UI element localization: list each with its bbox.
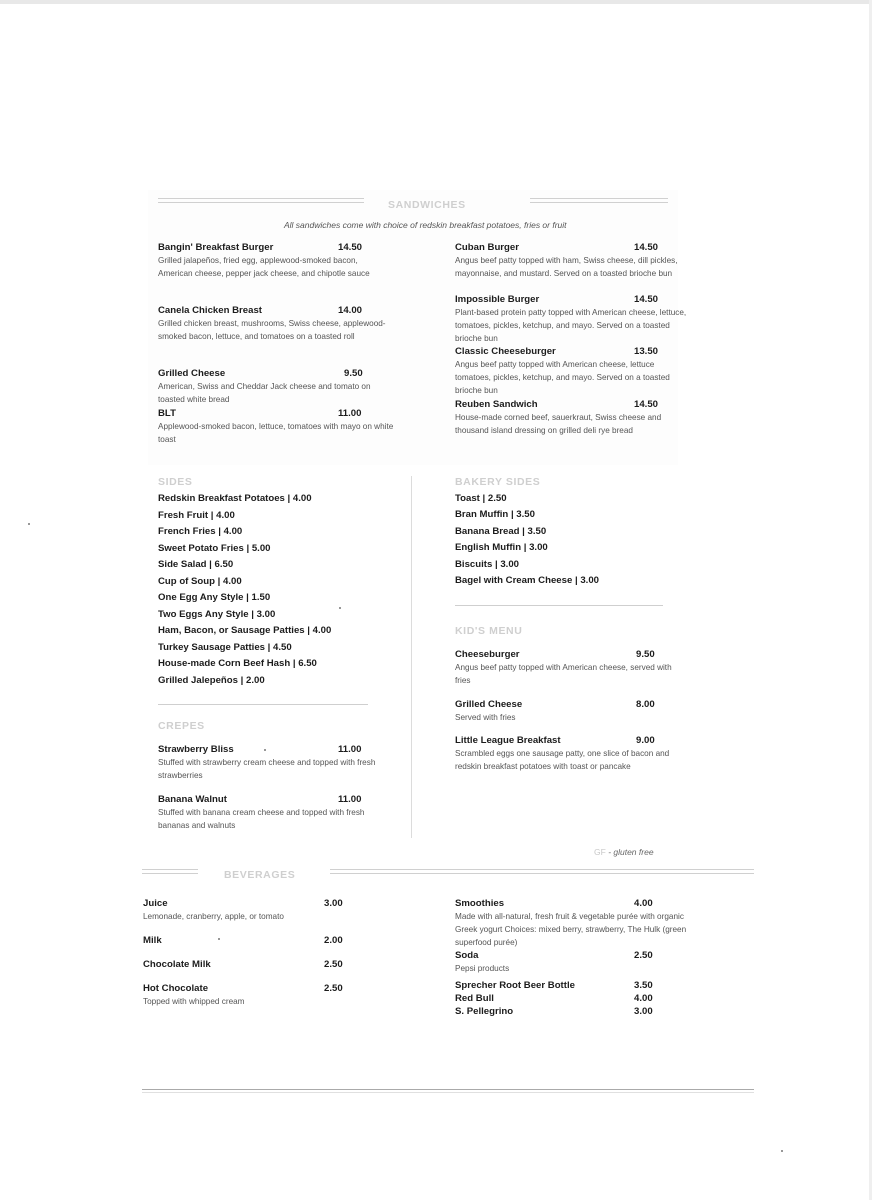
sides-item: Grilled Jalepeños | 2.00	[158, 675, 265, 686]
column-divider	[411, 476, 412, 838]
item-price: 11.00	[338, 794, 362, 805]
item-price: 2.50	[324, 983, 343, 994]
bakery-item: Banana Bread | 3.50	[455, 526, 547, 537]
scan-speck	[264, 749, 266, 751]
item-description: Applewood-smoked bacon, lettuce, tomatoes with mayo on white toast	[158, 422, 394, 444]
scan-edge-top	[0, 0, 872, 4]
beverages-rule-left	[142, 869, 198, 874]
bottom-rule	[142, 1089, 754, 1090]
bakery-item: Bagel with Cream Cheese | 3.00	[455, 575, 599, 586]
item-name: Hot Chocolate	[143, 983, 209, 994]
sides-item: Fresh Fruit | 4.00	[158, 510, 235, 521]
bakery-item: English Muffin | 3.00	[455, 542, 548, 553]
item-price: 9.50	[636, 649, 655, 660]
sides-item: Redskin Breakfast Potatoes | 4.00	[158, 493, 312, 504]
item-price: 14.50	[634, 399, 659, 410]
item-name: Chocolate Milk	[143, 959, 211, 970]
gluten-free-code: GF	[594, 847, 606, 857]
bottom-rule-shadow	[142, 1092, 754, 1093]
scan-speck	[218, 938, 220, 940]
item-description: American, Swiss and Cheddar Jack cheese and tomato on toasted white bread	[158, 382, 371, 404]
item-name: Canela Chicken Breast	[158, 305, 262, 316]
item-price: 14.50	[634, 242, 659, 253]
item-name: Sprecher Root Beer Bottle	[455, 980, 575, 991]
item-name: Juice	[143, 898, 168, 909]
item-description: Angus beef patty topped with ham, Swiss cheese, dill pickles, mayonnaise, and mustard. Served on a toasted brioche bun	[455, 256, 678, 278]
beverages-title: BEVERAGES	[224, 869, 296, 881]
item-name: Reuben Sandwich	[455, 399, 538, 410]
bakery-item: Biscuits | 3.00	[455, 559, 520, 570]
item-price: 14.00	[338, 305, 363, 316]
item-name: Red Bull	[455, 993, 494, 1004]
beverages-rule-right	[330, 869, 754, 874]
item-price: 2.00	[324, 935, 343, 946]
item-price: 2.50	[324, 959, 343, 970]
item-name: Soda	[455, 950, 479, 961]
scan-speck	[28, 523, 30, 525]
sandwiches-title: SANDWICHES	[388, 199, 466, 211]
item-name: BLT	[158, 408, 176, 419]
sandwiches-subtitle: All sandwiches come with choice of redskin breakfast potatoes, fries or fruit	[284, 220, 567, 230]
sandwiches-rule-right	[530, 198, 668, 203]
item-name: Grilled Cheese	[455, 699, 523, 710]
item-price: 4.00	[634, 993, 653, 1004]
scan-speck	[781, 1150, 783, 1152]
gluten-free-text: - gluten free	[608, 847, 654, 857]
scan-speck	[339, 607, 341, 609]
item-name: Grilled Cheese	[158, 368, 226, 379]
item-description: Lemonade, cranberry, apple, or tomato	[143, 912, 284, 921]
item-name: Cuban Burger	[455, 242, 519, 253]
crepes-title: CREPES	[158, 720, 205, 732]
item-description: Angus beef patty topped with American cheese, served with fries	[455, 663, 672, 685]
kids-menu-title: KID'S MENU	[455, 625, 523, 637]
item-description: Topped with whipped cream	[143, 997, 245, 1006]
item-description: Scrambled eggs one sausage patty, one slice of bacon and redskin breakfast potatoes with toast or pancake	[455, 749, 670, 771]
item-name: Cheeseburger	[455, 649, 520, 660]
item-price: 3.00	[634, 1006, 653, 1017]
item-name: Strawberry Bliss	[158, 744, 234, 755]
sides-item: Turkey Sausage Patties | 4.50	[158, 642, 292, 653]
sides-title: SIDES	[158, 476, 193, 488]
item-name: Impossible Burger	[455, 294, 540, 305]
item-price: 3.50	[634, 980, 653, 991]
item-description: House-made corned beef, sauerkraut, Swiss cheese and thousand island dressing on grilled deli rye bread	[455, 413, 662, 435]
item-name: Classic Cheeseburger	[455, 346, 556, 357]
item-name: Banana Walnut	[158, 794, 227, 805]
item-price: 8.00	[636, 699, 655, 710]
item-description: Made with all-natural, fresh fruit & vegetable purée with organic Greek yogurt Choices: mixed berry, strawberry, The Hulk (green superfood purée)	[455, 912, 687, 947]
item-description: Grilled chicken breast, mushrooms, Swiss cheese, applewood-smoked bacon, lettuce, and tomatoes on a toasted roll	[158, 319, 386, 341]
item-name: Little League Breakfast	[455, 735, 561, 746]
sandwiches-rule-left	[158, 198, 364, 203]
item-description: Stuffed with banana cream cheese and topped with fresh bananas and walnuts	[158, 808, 365, 830]
sides-separator	[158, 704, 368, 705]
item-description: Pepsi products	[455, 964, 510, 973]
sides-item: Ham, Bacon, or Sausage Patties | 4.00	[158, 625, 332, 636]
item-description: Grilled jalapeños, fried egg, applewood-smoked bacon, American cheese, pepper jack cheese, and chipotle sauce	[158, 256, 370, 278]
bakery-item: Toast | 2.50	[455, 493, 507, 504]
item-description: Served with fries	[455, 713, 516, 722]
item-name: Smoothies	[455, 898, 505, 909]
item-price: 14.50	[338, 242, 363, 253]
bakery-separator	[455, 605, 663, 606]
item-price: 13.50	[634, 346, 659, 357]
item-price: 2.50	[634, 950, 653, 961]
sides-item: Two Eggs Any Style | 3.00	[158, 609, 276, 620]
item-price: 9.00	[636, 735, 655, 746]
item-price: 9.50	[344, 368, 363, 379]
item-price: 14.50	[634, 294, 659, 305]
item-description: Angus beef patty topped with American cheese, lettuce tomatoes, pickles, ketchup, and mayo. Served on a toasted brioche bun	[455, 360, 670, 395]
sides-item: French Fries | 4.00	[158, 526, 243, 537]
bakery-sides-title: BAKERY SIDES	[455, 476, 541, 488]
item-price: 11.00	[338, 744, 362, 755]
item-description: Plant-based protein patty topped with American cheese, lettuce, tomatoes, pickles, ketchup, and mayo. Served on a toasted brioche bun	[455, 308, 687, 343]
sides-item: Side Salad | 6.50	[158, 559, 234, 570]
item-description: Stuffed with strawberry cream cheese and topped with fresh strawberries	[158, 758, 376, 780]
item-price: 4.00	[634, 898, 653, 909]
item-name: Milk	[143, 935, 162, 946]
item-name: Bangin' Breakfast Burger	[158, 242, 274, 253]
item-name: S. Pellegrino	[455, 1006, 514, 1017]
item-price: 11.00	[338, 408, 362, 419]
item-price: 3.00	[324, 898, 343, 909]
gluten-free-note	[594, 847, 654, 857]
sides-item: Sweet Potato Fries | 5.00	[158, 543, 271, 554]
sides-item: One Egg Any Style | 1.50	[158, 592, 271, 603]
sides-item: House-made Corn Beef Hash | 6.50	[158, 658, 317, 669]
bakery-item: Bran Muffin | 3.50	[455, 509, 535, 520]
sides-item: Cup of Soup | 4.00	[158, 576, 242, 587]
